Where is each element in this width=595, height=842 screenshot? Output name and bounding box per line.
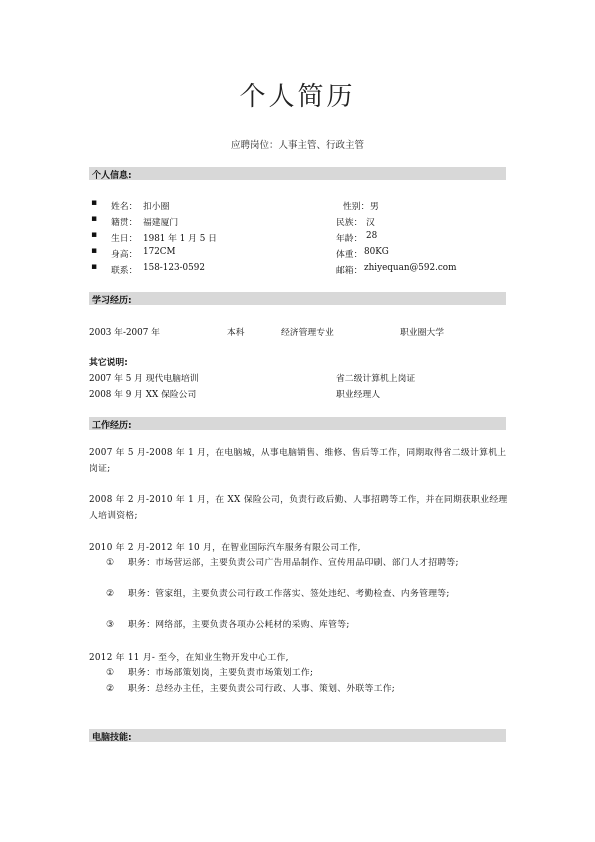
section-bar-computer [89,729,506,742]
work-entry-1: 2007 年 5 月-2008 年 1 月，在电脑城，从事电脑销售、维修、售后等工作，同期取得省二级计算机上岗证; [89,448,507,474]
work-entry-4-head: 2012 年 11 月- 至今，在知业生物开发中心工作, [89,653,289,663]
hometown-label: 籍贯： [111,218,138,228]
age-label: 年龄： [336,234,363,244]
gender-label: 性别： [343,202,370,212]
bullet-icon: ▪ [91,214,98,224]
section-title-education: 学习经历: [92,296,132,306]
item-text: 职务：市场部策划岗，主要负责市场策划工作; [128,668,314,678]
section-title-personal: 个人信息: [92,171,132,181]
ethnicity-value: 汉 [366,218,375,228]
weight-value: 80KG [364,247,389,257]
resume-title: 个人简历 [239,82,356,112]
item-text: 职务：市场营运部，主要负责公司广告用品制作、宣传用品印刷、部门人才招聘等; [128,558,459,568]
item-text: 职务：管家组，主要负责公司行政工作落实、签处违纪、考勤检查、内务管理等; [128,589,450,599]
email-label: 邮箱： [336,266,363,276]
height-value: 172CM [143,247,176,257]
birthday-label: 生日： [111,234,138,244]
age-value: 28 [366,231,378,241]
other-notes-title: 其它说明: [89,358,128,368]
work-entry-3-item [106,587,506,602]
work-entry-3-item [106,556,506,571]
work-entry-3-item [106,618,506,633]
item-text: 职务：网络部，主要负责各项办公耗材的采购、库管等; [128,620,350,630]
bullet-icon: ▪ [91,246,98,256]
education-school: 职业圈大学 [400,328,444,338]
contact-label: 联系： [111,266,138,276]
work-entry-2: 2008 年 2 月-2010 年 1 月，在 XX 保险公司，负责行政后勤、人事招聘等工作，并在同期获职业经理人培训资格; [89,495,508,521]
education-major: 经济管理专业 [281,328,334,338]
item-number: ③ [106,620,115,630]
item-number: ② [106,589,115,599]
other-note-date: 2008 年 9 月 XX 保险公司 [89,390,197,400]
applied-position: 应聘岗位：人事主管、行政主管 [230,140,364,151]
ethnicity-label: 民族： [336,218,363,228]
gender-value: 男 [370,202,379,212]
education-period: 2003 年-2007 年 [89,328,160,338]
education-degree: 本科 [227,328,245,338]
section-bar-personal [89,167,506,180]
section-title-computer: 电脑技能: [92,733,132,743]
name-label: 姓名： [111,202,138,212]
email-value: zhiyequan@592.com [364,263,457,273]
birthday-value: 1981 年 1 月 5 日 [143,234,217,244]
height-label: 身高： [111,250,138,260]
item-number: ② [106,684,115,694]
item-number: ① [106,668,115,678]
work-entry-4-item [106,682,506,697]
weight-label: 体重： [336,250,363,260]
section-bar-education [89,292,506,305]
bullet-icon: ▪ [91,262,98,272]
contact-value: 158-123-0592 [143,263,205,273]
hometown-value: 福建厦门 [143,218,179,228]
item-text: 职务：总经办主任，主要负责公司行政、人事、策划、外联等工作; [128,684,396,694]
work-entry-4-item [106,666,506,681]
section-bar-work [89,417,506,430]
section-title-work: 工作经历: [92,421,132,431]
other-note-desc: 职业经理人 [336,390,380,400]
bullet-icon: ▪ [91,230,98,240]
item-number: ① [106,558,115,568]
other-note-date: 2007 年 5 月 现代电脑培训 [89,374,199,384]
name-value: 扣小圈 [143,202,170,212]
work-entry-3-head: 2010 年 2 月-2012 年 10 月，在智业国际汽车服务有限公司工作, [89,543,361,553]
other-note-desc: 省二级计算机上岗证 [336,374,416,384]
bullet-icon: ▪ [91,198,98,208]
